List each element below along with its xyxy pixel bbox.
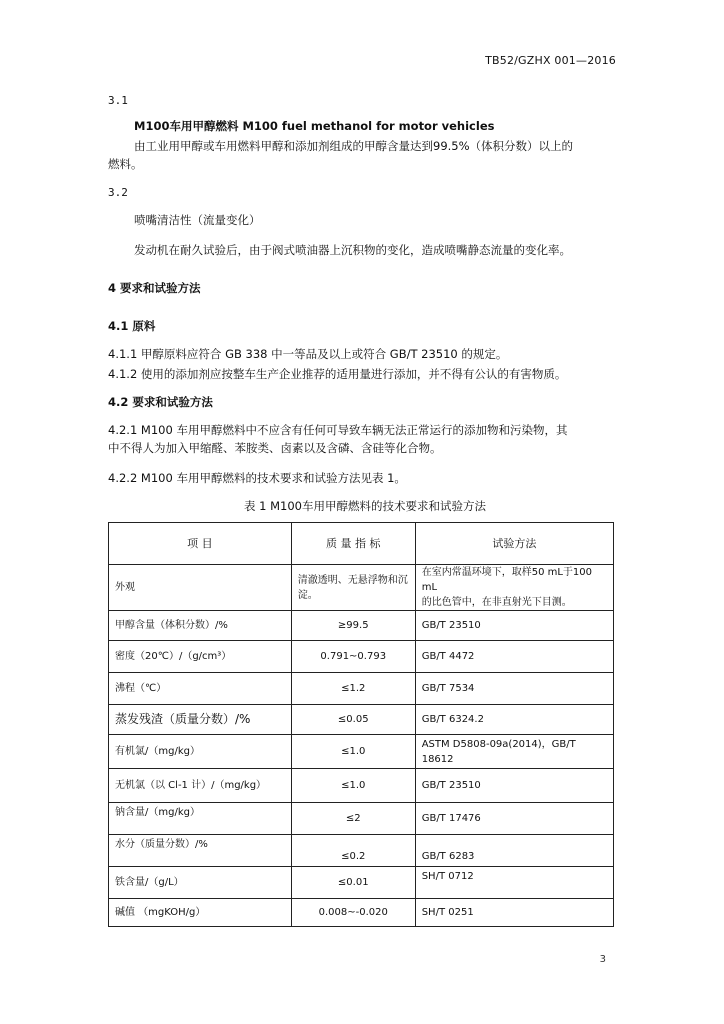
row-spec: ≤1.2 xyxy=(291,673,415,705)
section-3-2-definition: 发动机在耐久试验后，由于阀式喷油器上沉积物的变化，造成喷嘴静态流量的变化率。 xyxy=(134,243,571,257)
clause-4-2-2: 4.2.2 M100 车用甲醇燃料的技术要求和试验方法见表 1。 xyxy=(108,471,406,485)
row-spec: 0.008~-0.020 xyxy=(291,899,415,927)
clause-4-2-1-line2: 中不得人为加入甲缩醛、苯胺类、卤素以及含磷、含硅等化合物。 xyxy=(108,441,442,455)
row-item: 密度（20℃）/（g/cm³） xyxy=(109,641,292,673)
table-row xyxy=(109,769,614,803)
row-spec-line2: 淀。 xyxy=(297,589,318,601)
table-row xyxy=(109,867,614,899)
table-row xyxy=(109,899,614,927)
row-method xyxy=(415,565,613,611)
row-method: GB/T 6324.2 xyxy=(415,705,613,735)
row-method: GB/T 23510 xyxy=(415,769,613,803)
section-4-1-heading: 4.1 原料 xyxy=(108,319,156,333)
table-row xyxy=(109,803,614,835)
table-row xyxy=(109,835,614,867)
row-item: 钠含量/（mg/kg） xyxy=(109,803,292,835)
row-item: 外观 xyxy=(109,565,292,611)
row-method: GB/T 4472 xyxy=(415,641,613,673)
row-item: 蒸发残渣（质量分数）/% xyxy=(109,705,292,735)
row-method-line2: 的比色管中，在非直射光下目测。 xyxy=(421,597,572,608)
section-3-1-term: M100车用甲醇燃料 M100 fuel methanol for motor vehicles xyxy=(134,119,495,133)
row-item: 无机氯（以 Cl-1 计）/（mg/kg） xyxy=(109,769,292,803)
row-spec: ≤0.05 xyxy=(291,705,415,735)
header-method: 试验方法 xyxy=(415,523,613,565)
section-3-1-definition-line1: 由工业用甲醇或车用燃料甲醇和添加剂组成的甲醇含量达到99.5%（体积分数）以上的 xyxy=(134,139,574,153)
section-3-2-term: 喷嘴清洁性（流量变化） xyxy=(134,213,261,227)
header-spec: 质 量 指 标 xyxy=(291,523,415,565)
row-method: GB/T 17476 xyxy=(415,803,613,835)
row-spec: 0.791~0.793 xyxy=(291,641,415,673)
row-item: 铁含量/（g/L） xyxy=(109,867,292,899)
table-row xyxy=(109,705,614,735)
row-item: 甲醇含量（体积分数）/% xyxy=(109,611,292,641)
header-item: 项 目 xyxy=(109,523,292,565)
row-spec: ≤0.01 xyxy=(291,867,415,899)
table-caption: 表 1 M100车用甲醇燃料的技术要求和试验方法 xyxy=(244,499,486,513)
clause-4-2-1-line1: 4.2.1 M100 车用甲醇燃料中不应含有任何可导致车辆无法正常运行的添加物和污染物，其 xyxy=(108,423,568,437)
row-item: 水分（质量分数）/% xyxy=(109,835,292,867)
table-row xyxy=(109,565,614,611)
row-method: SH/T 0712 xyxy=(415,867,613,899)
standard-code: TB52/GZHX 001—2016 xyxy=(485,54,616,67)
row-spec: ≥99.5 xyxy=(291,611,415,641)
clause-4-1-1: 4.1.1 甲醇原料应符合 GB 338 中一等品及以上或符合 GB/T 23510 的规定。 xyxy=(108,347,508,361)
row-spec: ≤0.2 xyxy=(291,835,415,867)
row-method: SH/T 0251 xyxy=(415,899,613,927)
row-item: 沸程（℃） xyxy=(109,673,292,705)
section-4-2-heading: 4.2 要求和试验方法 xyxy=(108,395,213,409)
section-4-heading: 4 要求和试验方法 xyxy=(108,281,201,295)
row-method: GB/T 7534 xyxy=(415,673,613,705)
row-spec: ≤1.0 xyxy=(291,735,415,769)
section-3-2-number: 3.2 xyxy=(108,186,128,199)
table-row xyxy=(109,611,614,641)
row-spec: ≤2 xyxy=(291,803,415,835)
table-row xyxy=(109,673,614,705)
row-spec xyxy=(291,565,415,611)
table-row xyxy=(109,735,614,769)
table-header-row xyxy=(109,523,614,565)
row-method-line1: 在室内常温环境下，取样50 mL于100 mL xyxy=(421,567,593,593)
row-item: 有机氯/（mg/kg） xyxy=(109,735,292,769)
spec-table xyxy=(108,522,614,927)
row-method: ASTM D5808-09a(2014)，GB/T 18612 xyxy=(415,735,613,769)
page-number: 3 xyxy=(599,954,606,965)
row-item: 碱值 （mgKOH/g） xyxy=(109,899,292,927)
row-method: GB/T 6283 xyxy=(415,835,613,867)
table-row xyxy=(109,641,614,673)
row-spec-line1: 清澈透明、无悬浮物和沉 xyxy=(297,574,408,586)
section-3-1-definition-line2: 燃料。 xyxy=(108,157,143,171)
clause-4-1-2: 4.1.2 使用的添加剂应按整车生产企业推荐的适用量进行添加，并不得有公认的有害物质。 xyxy=(108,367,567,381)
section-3-1-number: 3.1 xyxy=(108,94,128,107)
row-method: GB/T 23510 xyxy=(415,611,613,641)
row-spec: ≤1.0 xyxy=(291,769,415,803)
